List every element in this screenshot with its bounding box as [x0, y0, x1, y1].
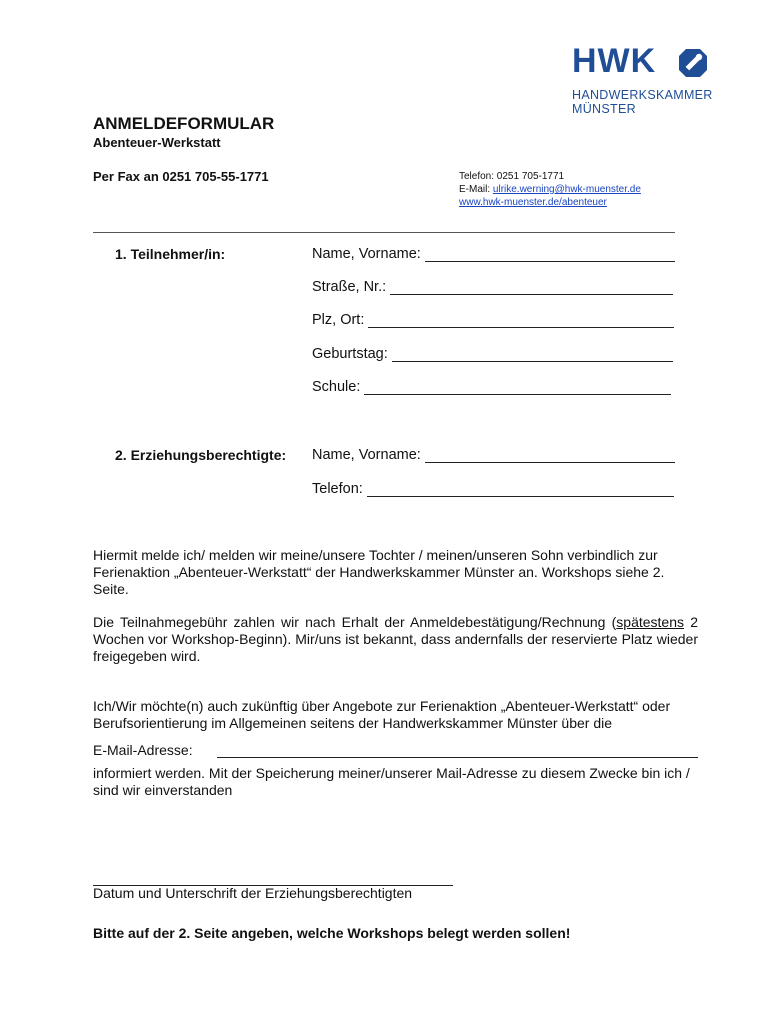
- workshop-note: Bitte auf der 2. Seite angeben, welche Workshops belegt werden sollen!: [93, 925, 571, 941]
- fee-text-end: 2 Wochen vor Workshop-Beginn). Mir/uns ist bekannt, dass andernfalls der reservierte Platz wieder freigegeben wird.: [93, 614, 698, 664]
- field-line[interactable]: [392, 347, 673, 362]
- guardian-phone-field[interactable]: [312, 481, 674, 497]
- field-label: Straße, Nr.:: [312, 279, 387, 295]
- section-2-label: 2. Erziehungsberechtigte:: [115, 447, 287, 463]
- field-line[interactable]: [425, 247, 675, 262]
- contact-phone: Telefon: 0251 705-1771: [459, 171, 565, 182]
- participant-name-field[interactable]: [312, 246, 675, 262]
- email-field[interactable]: [93, 742, 698, 758]
- field-line[interactable]: [390, 280, 673, 295]
- section-1-label: 1. Teilnehmer/in:: [115, 246, 226, 262]
- hwk-logo-text: HWK: [572, 42, 657, 80]
- field-label: Plz, Ort:: [312, 312, 365, 328]
- field-label: Name, Vorname:: [312, 246, 421, 262]
- fee-paragraph: [93, 614, 698, 665]
- contact-block: [459, 170, 641, 209]
- hwk-logo-subtitle: [572, 88, 713, 116]
- field-label: Geburtstag:: [312, 346, 388, 362]
- contact-email-row: [459, 183, 641, 196]
- contact-email-label: E-Mail:: [459, 184, 493, 195]
- field-line[interactable]: [367, 482, 674, 497]
- contact-email-link[interactable]: ulrike.werning@hwk-muenster.de: [492, 184, 641, 195]
- contact-website-row: [459, 196, 641, 209]
- field-label: Name, Vorname:: [312, 447, 421, 463]
- field-line[interactable]: [368, 313, 674, 328]
- participant-birthday-field[interactable]: [312, 346, 673, 362]
- newsletter-paragraph: Ich/Wir möchte(n) auch zukünftig über Angebote zur Ferienaktion „Abenteuer-Werkstatt“ oder Berufsorientierung im Allgemeinen seitens der Handwerkskammer Münster über die: [93, 698, 671, 731]
- fax-number: Per Fax an 0251 705-55-1771: [93, 169, 269, 184]
- field-line[interactable]: [425, 448, 675, 463]
- consent-paragraph: informiert werden. Mit der Speicherung meiner/unserer Mail-Adresse zu diesem Zwecke bin ich / sind wir einverstanden: [93, 765, 690, 798]
- wrench-logo-icon: [678, 48, 708, 78]
- contact-website-link[interactable]: www.hwk-muenster.de/abenteuer: [459, 197, 607, 208]
- logo-line-1: HANDWERKSKAMMER: [572, 88, 713, 102]
- signature-label: Datum und Unterschrift der Erziehungsberechtigten: [93, 885, 413, 901]
- registration-paragraph: Hiermit melde ich/ melden wir meine/unsere Tochter / meinen/unseren Sohn verbindlich zur Ferienaktion „Abenteuer-Werkstatt“ der Handwerkskammer Münster an. Workshops siehe 2. Seite.: [93, 547, 665, 597]
- fee-text-underlined: spätestens: [616, 614, 684, 630]
- field-label: Telefon:: [312, 481, 363, 497]
- logo-line-2: MÜNSTER: [572, 102, 636, 116]
- email-field-line[interactable]: [217, 743, 698, 758]
- participant-street-field[interactable]: [312, 279, 673, 295]
- page-title: ANMELDEFORMULAR: [93, 114, 275, 133]
- guardian-name-field[interactable]: [312, 447, 675, 463]
- field-label: Schule:: [312, 379, 361, 395]
- participant-city-field[interactable]: [312, 312, 674, 328]
- fee-text-start: Die Teilnahmegebühr zahlen wir nach Erhalt der Anmeldebestätigung/Rechnung (: [93, 614, 617, 630]
- email-field-label: E-Mail-Adresse:: [93, 742, 193, 758]
- page-subtitle: Abenteuer-Werkstatt: [93, 135, 221, 150]
- participant-school-field[interactable]: [312, 379, 671, 395]
- separator-line: [93, 232, 675, 233]
- field-line[interactable]: [364, 380, 671, 395]
